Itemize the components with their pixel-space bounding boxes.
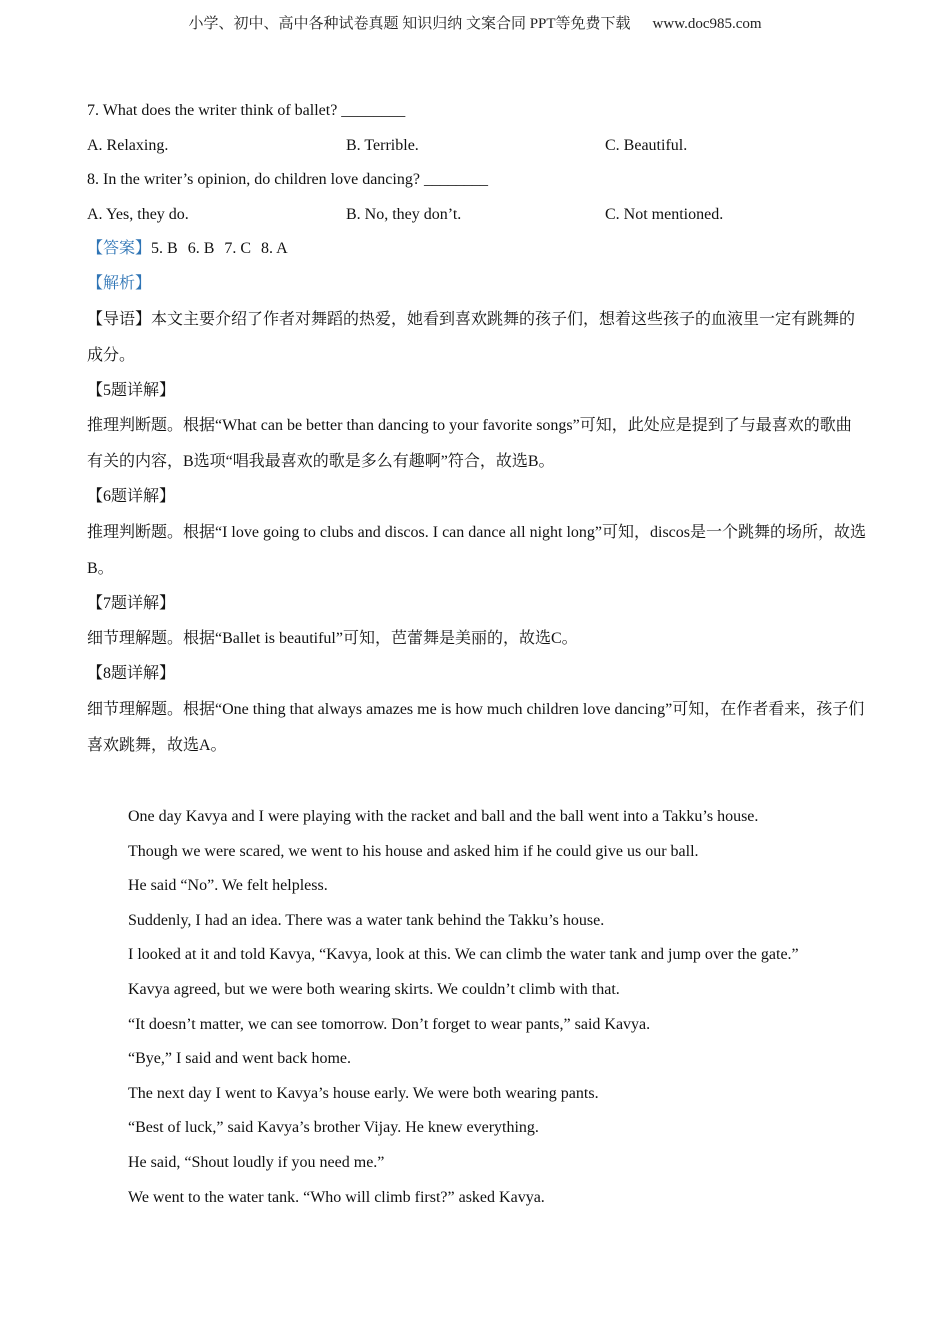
detail-text: 推理判断题。根据“I love going to clubs and discos. I can dance all night long”可知，discos是一个跳舞的场所，故选B。 <box>87 523 867 577</box>
guide-paragraph: 【导语】本文主要介绍了作者对舞蹈的热爱，她看到喜欢跳舞的孩子们，想着这些孩子的血液里一定有跳舞的成分。 <box>87 310 856 364</box>
story-line: “Bye,” I said and went back home. <box>128 1050 352 1068</box>
story-line: He said, “Shout loudly if you need me.” <box>128 1153 385 1171</box>
answer-value: 8. A <box>261 240 288 258</box>
detail-title: 【6题详解】 <box>87 488 176 506</box>
question-8: 8. In the writer’s opinion, do children love dancing? ________ <box>87 171 488 189</box>
option: B. No, they don’t. <box>346 205 462 223</box>
detail-text: 推理判断题。根据“What can be better than dancing to your favorite songs”可知，此处应是提到了与最喜欢的歌曲有关的内容，B选项“唱我最喜欢的歌是多么有趣啊”符合，故选B。 <box>87 417 852 471</box>
question-7-options <box>87 129 867 164</box>
option: B. Terrible. <box>346 136 419 154</box>
story-line: I looked at it and told Kavya, “Kavya, look at this. We can climb the water tank and jump over the gate.” <box>128 946 799 964</box>
header-site: www.doc985.com <box>652 16 762 32</box>
story-line: He said “No”. We felt helpless. <box>128 877 328 895</box>
question-8-options <box>87 198 867 233</box>
option: C. Not mentioned. <box>605 205 724 223</box>
detail-title: 【8题详解】 <box>87 665 176 683</box>
story-line: Though we were scared, we went to his house and asked him if he could give us our ball. <box>128 842 699 860</box>
answer-line <box>87 232 867 267</box>
option: A. Yes, they do. <box>87 205 189 223</box>
document-body <box>87 94 867 764</box>
story-line: Suddenly, I had an idea. There was a water tank behind the Takku’s house. <box>128 911 605 929</box>
detail-title: 【7题详解】 <box>87 594 176 612</box>
detail-title: 【5题详解】 <box>87 381 176 399</box>
header-text: 小学、初中、高中各种试卷真题 知识归纳 文案合同 PPT等免费下载 <box>188 16 631 32</box>
question-7: 7. What does the writer think of ballet? ________ <box>87 102 406 119</box>
story-line: We went to the water tank. “Who will climb first?” asked Kavya. <box>128 1188 545 1206</box>
story-line: Kavya agreed, but we were both wearing skirts. We couldn’t climb with that. <box>128 980 620 998</box>
answer-value: 6. B <box>187 240 215 258</box>
story-line: “It doesn’t matter, we can see tomorrow. Don’t forget to wear pants,” said Kavya. <box>128 1015 651 1033</box>
option: C. Beautiful. <box>605 136 688 154</box>
analysis-label: 【解析】 <box>87 274 152 292</box>
page-header <box>0 12 950 33</box>
story-passage <box>128 800 888 1215</box>
story-line: One day Kavya and I were playing with the racket and ball and the ball went into a Takku’s house. <box>128 808 759 825</box>
story-line: The next day I went to Kavya’s house early. We were both wearing pants. <box>128 1084 599 1102</box>
detail-text: 细节理解题。根据“One thing that always amazes me is how much children love dancing”可知，在作者看来，孩子们喜欢跳舞，故选A。 <box>87 700 865 754</box>
answer-value: 7. C <box>224 240 252 258</box>
answer-label: 【答案】 <box>87 240 152 258</box>
answer-value: 5. B <box>151 240 178 258</box>
option: A. Relaxing. <box>87 136 169 154</box>
detail-text: 细节理解题。根据“Ballet is beautiful”可知，芭蕾舞是美丽的，故选C。 <box>87 630 578 648</box>
story-line: “Best of luck,” said Kavya’s brother Vijay. He knew everything. <box>128 1119 539 1137</box>
